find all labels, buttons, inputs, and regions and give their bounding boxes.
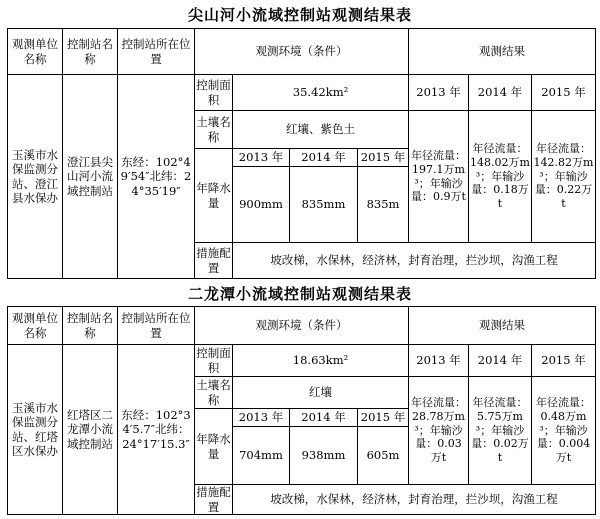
rain-label: 年降水量 xyxy=(195,409,233,485)
header-results: 观测结果 xyxy=(409,29,596,75)
header-station-name: 控制站名称 xyxy=(63,307,118,345)
area-value: 35.42km² xyxy=(233,75,409,111)
table-title: 二龙潭小流域控制站观测结果表 xyxy=(187,285,412,303)
soil-label: 土壤名称 xyxy=(195,111,233,149)
result-2014: 年径流量：5.75万m³；年输沙量：0.02万t xyxy=(469,377,532,485)
result-year-2014: 2014 年 xyxy=(469,345,532,377)
area-value: 18.63km² xyxy=(233,345,409,377)
result-2015: 年径流量：142.82万m³；年输沙量：0.22万t xyxy=(532,111,596,243)
header-results: 观测结果 xyxy=(409,307,596,345)
measures-value: 坡改梯，水保林，经济林，封育治理，拦沙坝，沟渔工程 xyxy=(233,485,596,515)
station-name-cell: 红塔区二龙潭小流域控制站 xyxy=(63,345,118,515)
rain-value-2015: 835m xyxy=(358,167,409,243)
unit-name-cell: 玉溪市水保监测分站、红塔区水保办 xyxy=(8,345,63,515)
area-label: 控制面积 xyxy=(195,75,233,111)
table-title: 尖山河小流域控制站观测结果表 xyxy=(187,6,412,24)
station-name-cell: 澄江县尖山河小流域控制站 xyxy=(63,75,118,279)
header-env: 观测环境（条件） xyxy=(195,307,409,345)
header-station-name: 控制站名称 xyxy=(63,29,118,75)
rain-year-2015: 2015 年 xyxy=(358,409,409,427)
rain-value-2013: 900mm xyxy=(233,167,290,243)
header-station-location: 控制站所在位置 xyxy=(118,29,195,75)
rain-year-2013: 2013 年 xyxy=(233,149,290,167)
rain-year-2014: 2014 年 xyxy=(290,149,358,167)
header-env: 观测环境（条件） xyxy=(195,29,409,75)
area-label: 控制面积 xyxy=(196,346,231,375)
rain-value-2015: 605m xyxy=(358,427,409,485)
soil-label: 土壤名称 xyxy=(196,378,231,407)
rain-year-2013: 2013 年 xyxy=(233,409,290,427)
result-year-2014: 2014 年 xyxy=(469,75,532,111)
result-year-2013: 2013 年 xyxy=(409,75,469,111)
result-year-2013: 2013 年 xyxy=(409,345,469,377)
observation-table xyxy=(7,306,596,515)
header-unit-name: 观测单位名称 xyxy=(8,307,63,345)
unit-name-cell: 玉溪市水保监测分站、澄江县水保办 xyxy=(8,75,63,279)
rain-label: 年降水量 xyxy=(195,149,233,243)
header-unit-name: 观测单位名称 xyxy=(8,29,63,75)
rain-value-2014: 835mm xyxy=(290,167,358,243)
measures-value: 坡改梯，水保林，经济林，封育治理，拦沙坝，沟渔工程 xyxy=(233,243,596,279)
result-2013: 年径流量：28.78万m³；年输沙量：0.03万t xyxy=(409,377,469,485)
result-2014: 年径流量：148.02万m³；年输沙量：0.18万t xyxy=(469,111,532,243)
rain-year-2014: 2014 年 xyxy=(290,409,358,427)
rain-value-2014: 938mm xyxy=(290,427,358,485)
header-station-location: 控制站所在位置 xyxy=(118,307,195,345)
location-cell: 东经：102°49′54″北纬：24°35′19″ xyxy=(118,75,195,279)
result-year-2015: 2015 年 xyxy=(532,75,596,111)
soil-value: 红壤、紫色土 xyxy=(233,111,409,149)
measures-label: 措施配置 xyxy=(195,243,233,279)
soil-value: 红壤 xyxy=(233,377,409,409)
result-year-2015: 2015 年 xyxy=(532,345,596,377)
observation-table xyxy=(7,28,596,279)
result-2013: 年径流量：197.1万m³；年输沙量：0.9万t xyxy=(409,111,469,243)
rain-value-2013: 704mm xyxy=(233,427,290,485)
location-cell: 东经：102°34′5.7″北纬：24°17′15.3″ xyxy=(118,345,195,515)
result-2015: 年径流量：0.48万m³；年输沙量：0.004万t xyxy=(532,377,596,485)
rain-year-2015: 2015 年 xyxy=(358,149,409,167)
measures-label: 措施配置 xyxy=(196,485,231,514)
